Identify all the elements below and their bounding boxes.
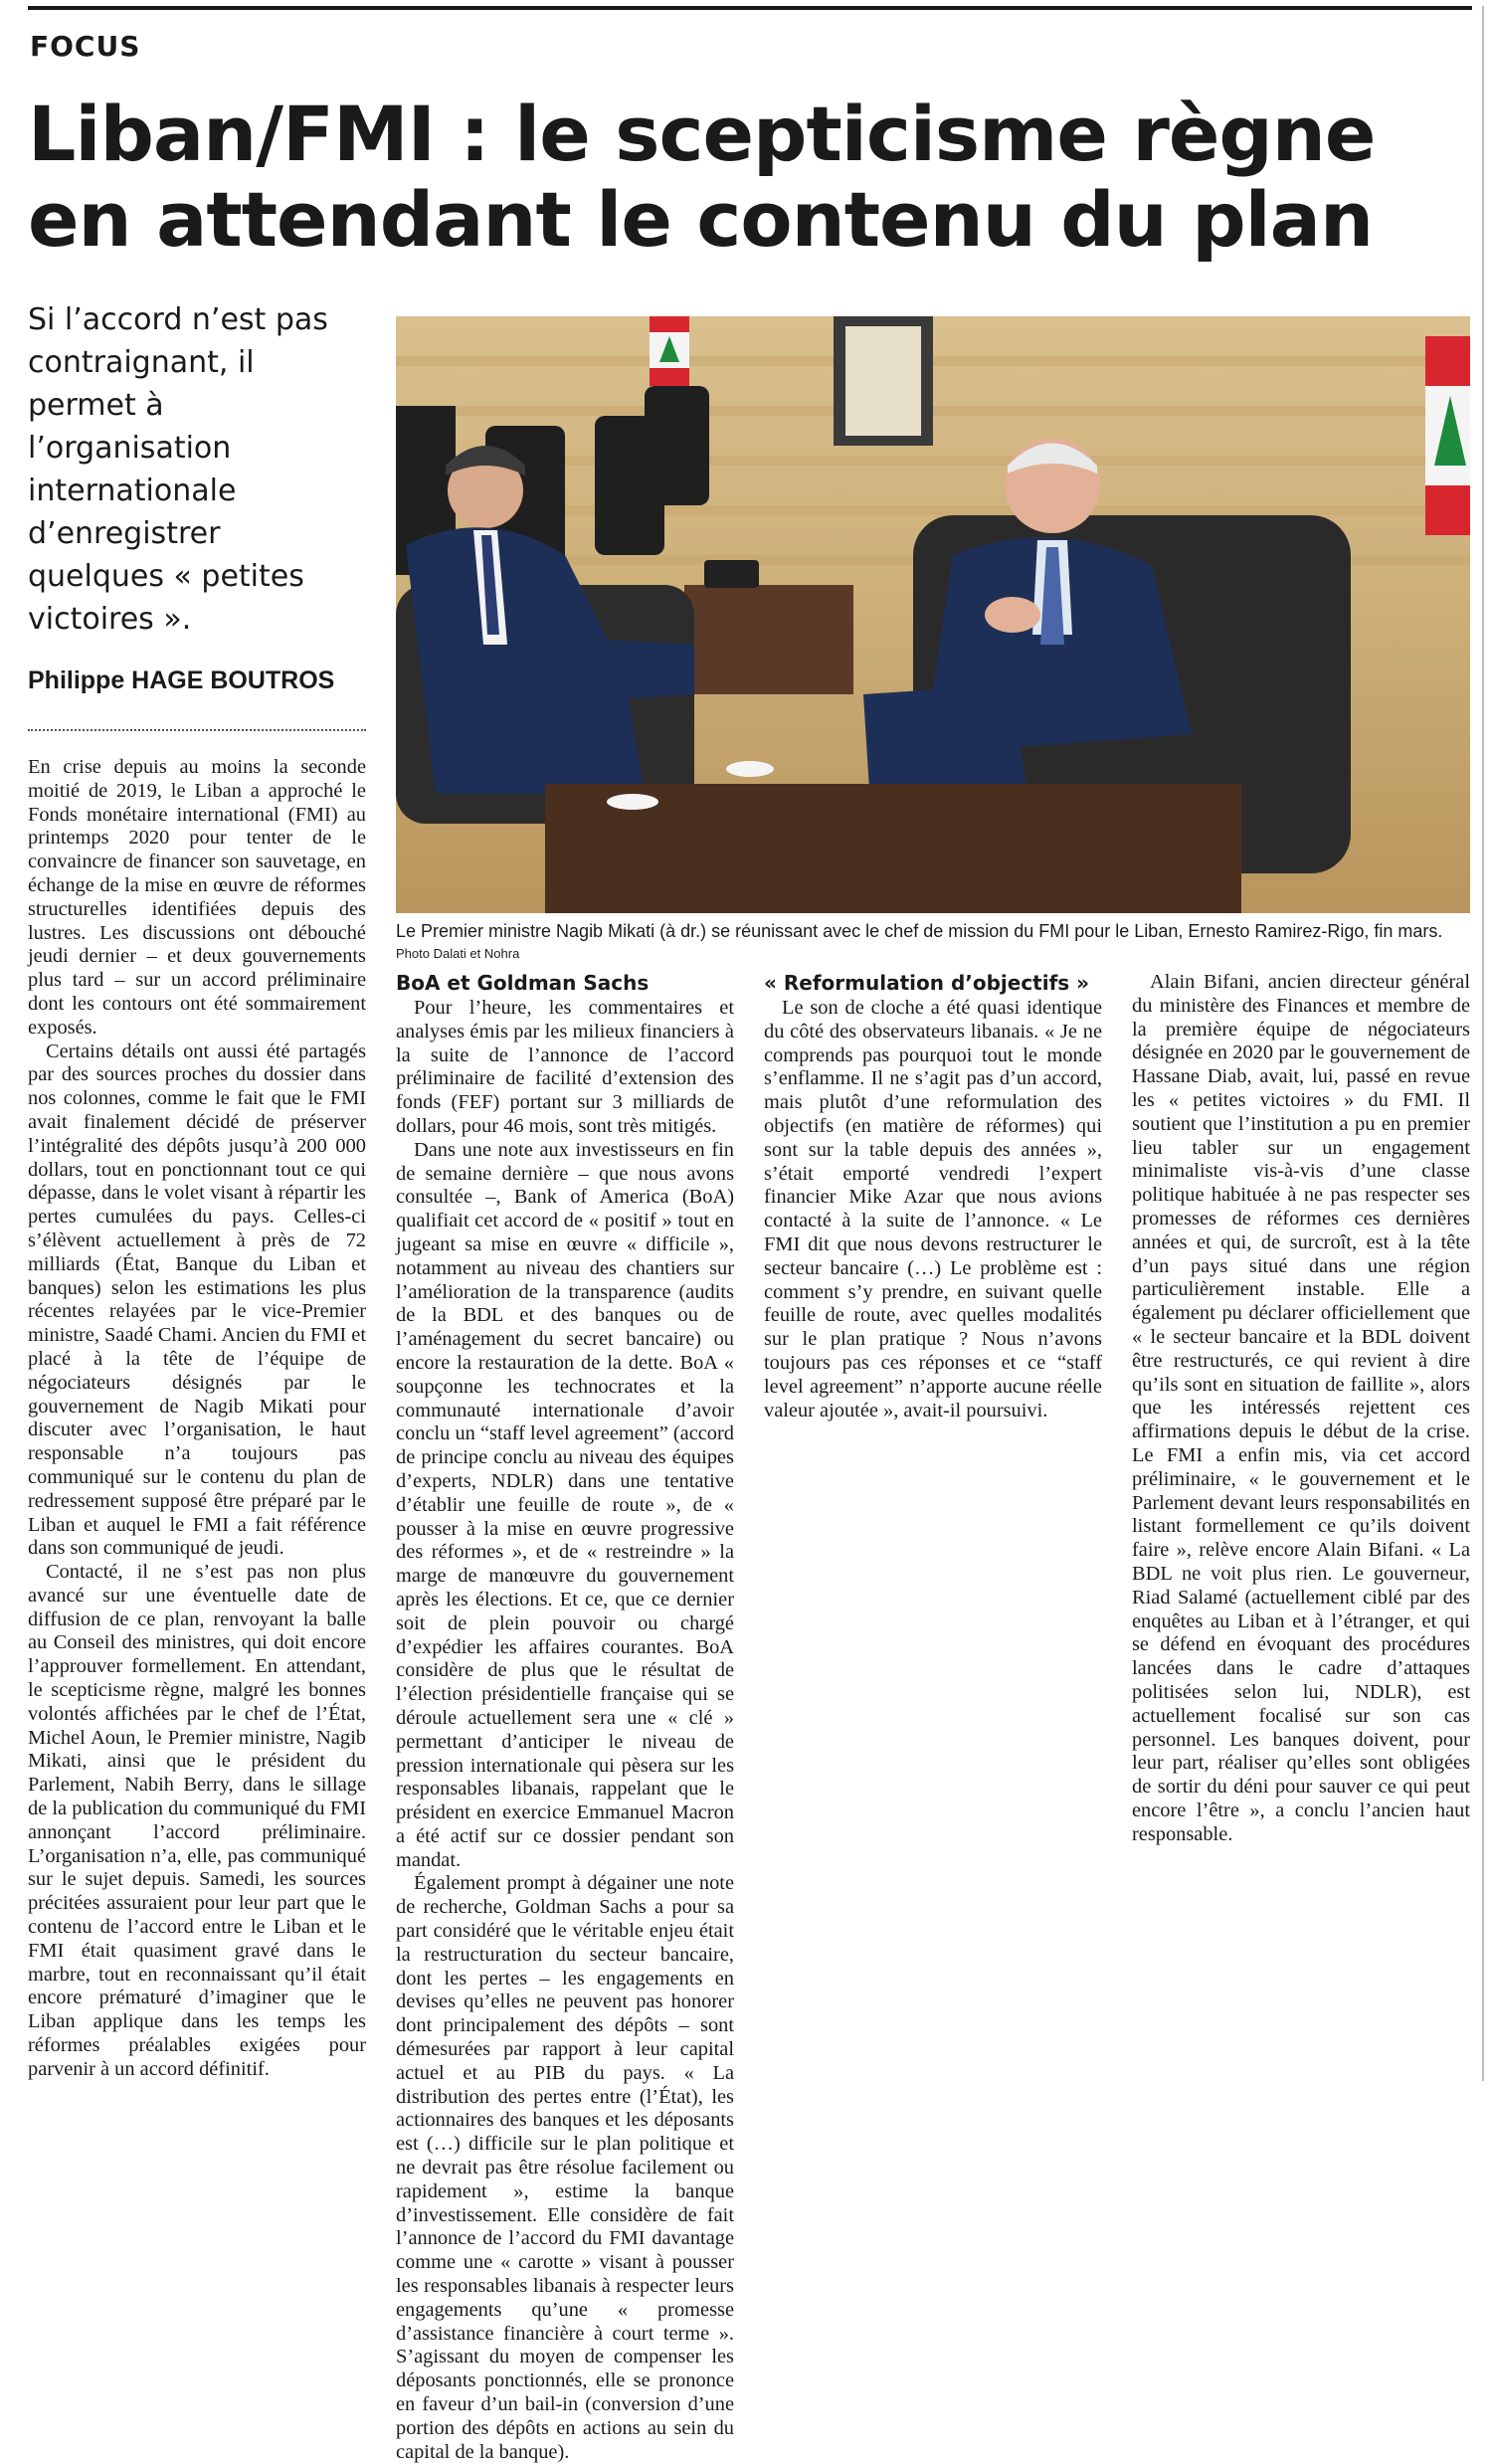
paragraph: Dans une note aux investisseurs en fin de semaine dernière – que nous avons consultée –, Bank of America (BoA) qualifiait cet accord de « positif » tout en jugeant sa mise en œuvre « difficile », notamment au niveau des chantiers sur l’amélioration de la transparence (audits de la BDL et des banques ou de l’aménagement du secret bancaire) ou encore la restauration de la dette. BoA « soupçonne les technocrates et la communauté internationale d’avoir conclu un “staff level agreement” (accord de principe conclu au niveau des équipes d’experts, NDLR) dans une tentative d’établir une feuille de route », de « pousser à la mise en œuvre progressive des réformes », et de « restreindre » la marge de manœuvre du gouvernement après les élections. Et ce, que ce dernier soit de plein pouvoir ou chargé d’expédier les affaires courantes. BoA considère de plus que le résultat de l’élection présidentielle française qui se déroule actuellement sera une « clé » permettant d’anticiper le niveau de pression internationale qui pèsera sur les responsables libanais, rappelant que le président en exercice Emmanuel Macron a été actif sur ce dossier pendant son mandat. bbox=[396, 1138, 734, 1871]
lede: Si l’accord n’est pas contraignant, il permet à l’organisation internationale d’enregistrer quelques « petites victoires ». bbox=[28, 302, 328, 637]
paragraph: Également prompt à dégainer une note de recherche, Goldman Sachs a pour sa part considéré que le véritable enjeu était la restructuration du secteur bancaire, dont les pertes – les engagements en devises qu’elles ne peuvent pas honorer dont principalement des dépôts – sont démesurées par rapport à leur capital actuel et au PIB du pays. « La distribution des pertes entre (l’État), les actionnaires des banques et les déposants est (…) difficile sur le plan politique et ne devrait pas être résolue facilement ou rapidement », estime la banque d’investissement. Elle considère de fait l’annonce de l’accord du FMI davantage comme une « carotte » visant à pousser les responsables libanais à respecter leurs engagements qu’une « promesse d’assistance financière à court terme ». S’agissant du moyen de compenser les déposants ponctionnés, elle se prononce en faveur d’un bail-in (conversion d’une portion des dépôts en actions au sein du capital de la banque). bbox=[396, 1872, 734, 2463]
photo-credit: Photo Dalati et Nohra bbox=[396, 946, 520, 961]
headline: Liban/FMI : le scepticisme règne en attendant le contenu du plan bbox=[28, 90, 1376, 264]
paragraph: Contacté, il ne s’est pas non plus avancé sur une éventuelle date de diffusion de ce plan, renvoyant la balle au Conseil des ministres, qui doit encore l’approuver formellement. En attendant, le scepticisme règne, malgré les bonnes volontés affichées par le chef de l’État, Michel Aoun, le Premier ministre, Nagib Mikati, ainsi que le président du Parlement, Nabih Berry, dans le sillage de la publication du communiqué du FMI annonçant l’accord préliminaire. L’organisation n’a, elle, pas communiqué sur le sujet depuis. Samedi, les sources précitées assuraient pour leur part que le contenu de l’accord entre le Liban et le FMI était quasiment gravé dans le marbre, tout en reconnaissant qu’il était encore prématuré d’imaginer que le Liban applique dans les temps les réformes préalables exigées pour parvenir à un accord définitif. bbox=[28, 1561, 366, 2080]
flag-left-icon bbox=[650, 316, 689, 386]
byline-divider bbox=[28, 729, 366, 731]
subheading: BoA et Goldman Sachs bbox=[396, 971, 650, 995]
article-photo bbox=[396, 316, 1470, 913]
telephone-icon bbox=[704, 560, 759, 588]
paragraph: En crise depuis au moins la seconde moitié de 2019, le Liban a approché le Fonds monétaire international (FMI) au printemps 2020 pour tenter de le convaincre de financer son sauvetage, en échange de la mise en œuvre de réformes structurelles identifiées depuis des lustres. Les discussions ont débouché jeudi dernier – et deux gouvernements plus tard – sur un accord préliminaire dont les contours ont été sommairement exposés. bbox=[28, 756, 366, 1039]
paragraph: Pour l’heure, les commentaires et analyses émis par les milieux financiers à la suite de l’annonce de l’accord préliminaire de facilité d’extension des fonds (FEF) portant sur 3 milliards de dollars, pour 46 mois, sont très mitigés. bbox=[396, 997, 734, 1137]
rubric-label: FOCUS bbox=[30, 30, 141, 63]
wall-frame-inner bbox=[845, 326, 921, 436]
paragraph: Alain Bifani, ancien directeur général du ministère des Finances et membre de la première équipe de négociateurs désignée en 2020 par le gouvernement de Hassane Diab, avait, lui, passé en revue les « petites victoires » du FMI. Il soutient que l’institution a pu en premier lieu tabler sur un engagement minimaliste vis-à-vis d’une classe politique habituée à ne pas respecter ses promesses de réformes ces dernières années et qui, de surcroît, est à la tête d’un pays situé dans une région particulièrement instable. Elle a également pu déclarer officiellement que « le secteur bancaire et la BDL doivent être restructurés, ce qui revient à dire qu’ils sont en situation de faillite », alors que les intéressés rejettent ces affirmations depuis le début de la crise. Le FMI a enfin mis, via cet accord préliminaire, « le gouvernement et le Parlement devant leurs responsabilités en listant formellement ce qu’ils doivent faire », relève encore Alain Bifani. « La BDL ne voit plus rien. Le gouverneur, Riad Salamé (actuellement ciblé par des enquêtes au Liban et à l’étranger, et qui se défend en évoquant des procédures lancées dans le cadre d’attaques politisées selon lui, NDLR), est actuellement focalisé sur son cas personnel. Les banques doivent, pour leur part, réaliser qu’elles sont obligées de sortir du déni pour sauver ce qui peut encore l’être », a conclu l’ancien haut responsable. bbox=[1132, 971, 1470, 1845]
article-column-2 bbox=[396, 971, 734, 2464]
article-column-3 bbox=[764, 971, 1102, 1422]
coffee-cup-icon bbox=[607, 794, 658, 810]
side-table bbox=[684, 585, 853, 694]
byline: Philippe HAGE BOUTROS bbox=[28, 666, 335, 694]
top-rule bbox=[28, 6, 1472, 10]
article-column-4 bbox=[1132, 971, 1470, 1846]
subheading: « Reformulation d’objectifs » bbox=[764, 971, 1090, 995]
flag-right-icon bbox=[1425, 336, 1470, 535]
caption-text: Le Premier ministre Nagib Mikati (à dr.) se réunissant avec le chef de mission du FMI pour le Liban, Ernesto Ramirez-Rigo, fin mars. bbox=[396, 921, 1443, 941]
article-column-1 bbox=[28, 756, 366, 2082]
page-border bbox=[1482, 6, 1484, 2081]
paragraph: Certains détails ont aussi été partagés par des sources proches du dossier dans nos colonnes, comme le fait que le FMI avait finalement décidé de préserver l’intégralité des dépôts jusqu’à 200 000 dollars, tout en ponctionnant tout ce qui dépasse, dans le volet visant à répartir les pertes cumulées du pays. Celles-ci s’élèvent actuellement à près de 72 milliards (État, Banque du Liban et banques) selon les estimations les plus récentes relayées par le vice-Premier ministre, Saadé Chami. Ancien du FMI et placé à la tête de l’équipe de négociateurs désignés par le gouvernement de Nagib Mikati pour discuter avec l’organisation, le haut responsable n’a toujours pas communiqué sur le contenu du plan de redressement supposé être préparé par le Liban et auquel le FMI a fait référence dans son communiqué de jeudi. bbox=[28, 1040, 366, 1560]
photo-caption bbox=[396, 921, 1470, 964]
coffee-cup-icon bbox=[726, 761, 774, 777]
meeting-photo-illustration bbox=[396, 316, 1470, 913]
paragraph: Le son de cloche a été quasi identique du côté des observateurs libanais. « Je ne comprends pas pourquoi tout le monde s’enflamme. Il ne s’agit pas d’un accord, mais plutôt d’une reformulation des objectifs (en matière de réformes) qui sont sur la table depuis des années », s’était emporté vendredi l’expert financier Mike Azar que nous avions contacté à la suite de l’annonce. « Le FMI dit que nous devons restructurer le secteur bancaire (…) Le problème est : comment s’y prendre, en suivant quelle feuille de route, avec quelles modalités sur le plan pratique ? Nous n’avons toujours pas ces réponses et ce “staff level agreement” n’apporte aucune réelle valeur ajoutée », avait-il poursuivi. bbox=[764, 997, 1102, 1422]
